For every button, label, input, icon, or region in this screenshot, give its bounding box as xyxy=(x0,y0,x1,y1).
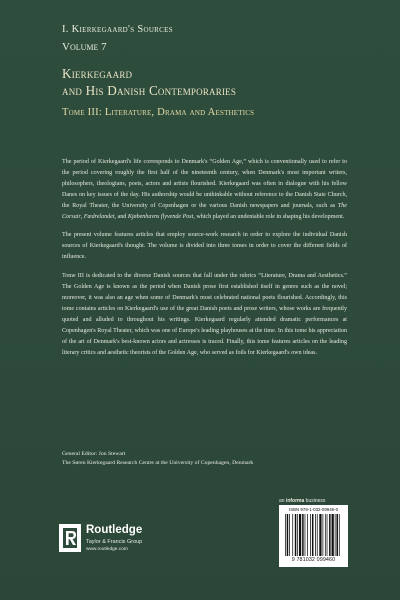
publisher-url: www.routledge.com xyxy=(86,547,128,552)
routledge-logo-icon xyxy=(57,522,83,554)
publisher-block xyxy=(57,518,207,558)
informa-prefix: an xyxy=(279,498,286,504)
publisher-name: Routledge xyxy=(86,524,143,536)
book-title xyxy=(62,65,236,99)
editor-info xyxy=(62,450,352,468)
blurb-paragraph-3: Tome III is dedicated to the diverse Danish sources that fall under the rubrics “Literature, Drama and Aesthetics.” The Golden Age is known as the period when Danish prose first established itself in genres such as the novel; moreover, it was also an age when some of Denmark's most celebrated national poets flourished. Accordingly, this tome contains articles on Kierkegaard's use of the great Danish poets and prose writers, whose works are frequently quoted and alluded to throughout his writings. Kierkegaard regularly attended dramatic performances at Copenhagen's Royal Theater, which was one of Europe's leading playhouses at the time. In this tome his appreciation of the art of Denmark's best-known actors and actresses is traced. Finally, this tome features articles on the leading literary critics and aesthetic theorists of the Golden Age, who served as foils for Kierkegaard's own ideas. xyxy=(62,273,347,356)
isbn-label: ISBN 978-1-032-09946-0 xyxy=(288,507,339,512)
publisher-group: Taylor & Francis Group xyxy=(86,539,143,545)
blurb-paragraph-1 xyxy=(62,157,347,222)
separator: , xyxy=(80,213,84,220)
informa-brand: informa xyxy=(285,498,305,504)
title-line-2: and His Danish Contemporaries xyxy=(62,83,237,98)
general-editor: General Editor: Jon Stewart xyxy=(62,451,126,457)
blurb-text: , which played an undeniable role in shaping his development. xyxy=(193,213,345,220)
blurb-text: The period of Kierkegaard's life corresponds to Denmark's “Golden Age,” which is conventionally used to refer to the period covering roughly the first half of the nineteenth century, when Denmark's most important writers, philosophers, theologians, poets, actors and artists flourished. Kierkegaard was often in dialogue with his fellow Danes on key issues of the day. His authorship would be unthinkable without reference to the Danish State Church, the Royal Theater, the University of Copenhagen or the various Danish newspapers and journals, such as xyxy=(62,159,347,209)
barcode-bars xyxy=(285,514,343,556)
title-line-1: Kierkegaard xyxy=(62,66,133,81)
barcode-digits: 9 781032 099460 xyxy=(291,557,336,563)
informa-suffix: business xyxy=(304,498,326,504)
blurb-paragraph-2: The present volume features articles that employ source-work research in order to explore the individual Danish sources of Kierkegaard's thought. The volume is divided into three tomes in order to cover the different fields of influence. xyxy=(62,232,347,261)
research-centre: The Søren Kierkegaard Research Centre at the University of Copenhagen, Denmark xyxy=(62,460,254,467)
series-title: I. Kierkegaard's Sources xyxy=(62,24,173,35)
blurb xyxy=(62,157,347,366)
journal-title: The Corsair xyxy=(62,202,347,220)
volume-number: Volume 7 xyxy=(62,41,107,53)
journal-title: Fædrelandet xyxy=(83,213,115,220)
tome-subtitle: Tome III: Literature, Drama and Aesthetics xyxy=(62,107,255,118)
informa-tagline xyxy=(279,498,325,504)
journal-title: Kjøbenhavns flyvende Post xyxy=(127,213,194,220)
barcode xyxy=(279,505,348,567)
separator: , and xyxy=(114,213,128,220)
